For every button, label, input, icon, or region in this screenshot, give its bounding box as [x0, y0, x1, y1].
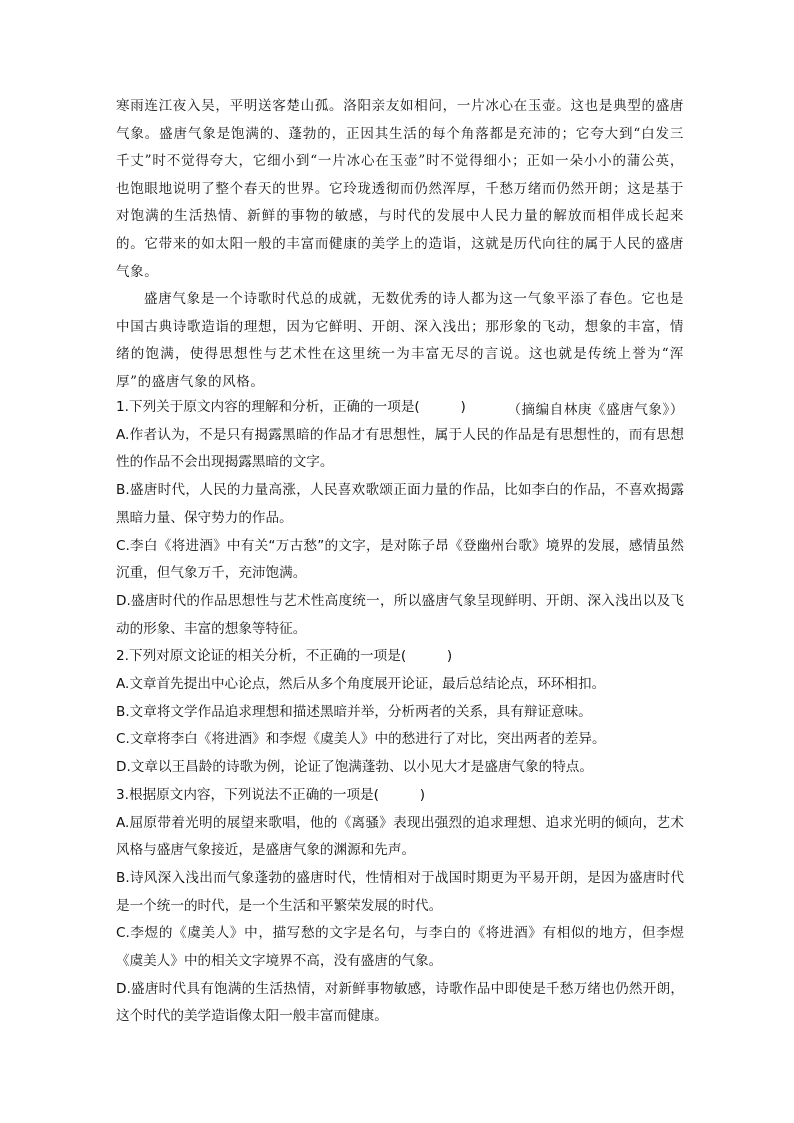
option-d: D.盛唐时代的作品思想性与艺术性高度统一，所以盛唐气象呈现鲜明、开朗、深入浅出以及飞动的形象、丰富的想象等特征。 [116, 592, 684, 637]
option-b: B.诗风深入浅出而气象蓬勃的盛唐时代，性情相对于战国时期更为平易开朗，是因为盛唐时代是一个统一的时代，是一个生活和平繁荣发展的时代。 [116, 869, 684, 914]
option-a: A.文章首先提出中心论点，然后从多个角度展开论证，最后总结论点，环环相扣。 [116, 676, 606, 693]
passage-paragraph: 寒雨连江夜入吴，平明送客楚山孤。洛阳亲友如相问，一片冰心在玉壶。这也是典型的盛唐气象。盛唐气象是饱满的、蓬勃的，正因其生活的每个角落都是充沛的；它夸大到“白发三千丈”时不觉得夸大，它细小到“一片冰心在玉壶”时不觉得细小；正如一朵小小的蒲公英，也饱眼地说明了整个春天的世界。它玲珑透彻而仍然浑厚，千愁万绪而仍然开朗；这是基于对饱满的生活热情、新鲜的事物的敏感，与时代的发展中人民力量的解放而相伴成长起来的。它带来的如太阳一般的丰富而健康的美学上的造诣，这就是历代向往的属于人民的盛唐气象。 [116, 98, 684, 280]
question-stem: 1.下列关于原文内容的理解和分析，正确的一项是( ) [116, 399, 466, 415]
option-b: B.盛唐时代，人民的力量高涨，人民喜欢歌颂正面力量的作品，比如李白的作品，不喜欢揭露黑暗力量、保守势力的作品。 [116, 482, 684, 526]
question-stem: 3.根据原文内容，下列说法不正确的一项是( ) [116, 786, 426, 803]
option-c: C.李白《将进酒》中有关“万古愁”的文字，是对陈子昂《登幽州台歌》境界的发展，感情虽然沉重，但气象万千，充沛饱满。 [116, 537, 684, 582]
passage-paragraph: 盛唐气象是一个诗歌时代总的成就，无数优秀的诗人都为这一气象平添了春色。它也是中国古典诗歌造诣的理想，因为它鲜明、开朗、深入浅出；那形象的飞动，想象的丰富，情绪的饱满，使得思想性与艺术性在这里统一为丰富无尽的言说。这也就是传统上誉为“浑厚”的盛唐气象的风格。 [116, 291, 684, 390]
option-a: A.屈原带着光明的展望来歌唱，他的《离骚》表现出强烈的追求理想、追求光明的倾向，艺术风格与盛唐气象接近，是盛唐气象的渊源和先声。 [116, 814, 684, 859]
question-3 [116, 782, 684, 1031]
question-1 [116, 394, 684, 643]
option-c: C.文章将李白《将进酒》和李煜《虞美人》中的愁进行了对比，突出两者的差异。 [116, 731, 606, 748]
option-b: B.文章将文学作品追求理想和描述黑暗并举，分析两者的关系，具有辩证意味。 [116, 703, 592, 720]
option-a: A.作者认为，不是只有揭露黑暗的作品才有思想性，属于人民的作品是有思想性的，而有思想性的作品不会出现揭露黑暗的文字。 [116, 426, 684, 471]
question-2 [116, 643, 684, 782]
option-d: D.盛唐时代具有饱满的生活热情，对新鲜事物敏感，诗歌作品中即使是千愁万绪也仍然开朗，这个时代的美学造诣像太阳一般丰富而健康。 [116, 980, 684, 1025]
question-stem: 2.下列对原文论证的相关分析，不正确的一项是( ) [116, 648, 453, 665]
passage-source: （摘编自林庚《盛唐气象》） [507, 401, 684, 418]
option-c: C.李煜的《虞美人》中，描写愁的文字是名句，与李白的《将进酒》有相似的地方，但李煜《虞美人》中的相关文字境界不高，没有盛唐的气象。 [116, 925, 684, 970]
question-list [116, 394, 684, 1031]
reading-passage [116, 93, 684, 424]
option-d: D.文章以王昌龄的诗歌为例，论证了饱满蓬勃、以小见大才是盛唐气象的特点。 [116, 759, 593, 776]
